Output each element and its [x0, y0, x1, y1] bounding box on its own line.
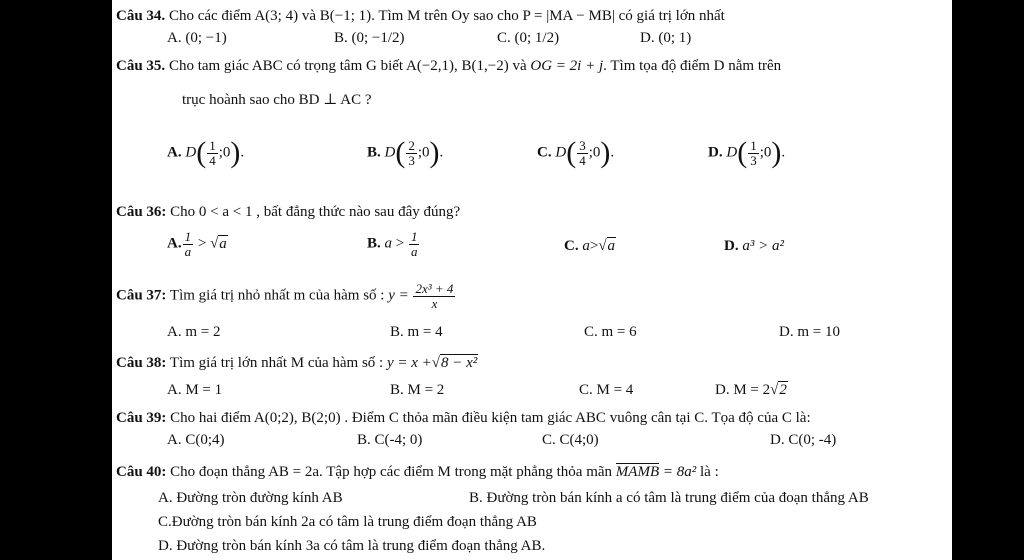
equation-rhs: = 8a² [662, 464, 697, 480]
fraction: $\frac{1}{a}$ [410, 229, 418, 259]
option-a: A. $\frac{1}{a}$ > √a [167, 229, 227, 259]
option-a: A. (0; −1) [167, 30, 227, 46]
question-text: Cho đoạn thẳng AB = 2a. Tập hợp các điểm M trong mặt phẳng thỏa mãn [170, 464, 613, 480]
radicand: a [607, 238, 616, 254]
fraction: $\frac{3}{4}$ [579, 137, 586, 168]
point-name: D [726, 144, 738, 161]
vector-mb: MB [637, 464, 660, 480]
fraction: $\frac{2}{3}$ [408, 137, 415, 168]
option-d: D. Đường tròn bán kính 3a có tâm là trung điểm đoạn thẳng AB. [158, 538, 546, 554]
option-b: B. (0; −1/2) [334, 30, 405, 46]
fraction: $\frac{\text{2x³ + 4}}{x}$ [415, 281, 454, 311]
question-text: Cho 0 < a < 1 , bất đẳng thức nào sau đây đúng? [170, 204, 461, 220]
option-c: C. C(4;0) [542, 432, 599, 448]
option-a: A. Đường tròn đường kính AB [158, 490, 343, 506]
coord-suffix: ;0 [218, 144, 231, 161]
question-text: Tìm giá trị nhỏ nhất m của hàm số : [169, 287, 385, 304]
fraction: $\frac{1}{3}$ [750, 137, 757, 168]
option-letter: C. [537, 144, 552, 161]
coord-suffix: ;0 [588, 144, 601, 161]
option-a: A. M = 1 [167, 382, 223, 398]
option-b [367, 230, 420, 258]
option-b: B. M = 2 [390, 382, 445, 398]
question-label: Câu 34. [116, 8, 166, 24]
vector-og: OG = 2i + j [530, 58, 604, 74]
option-letter: B. [367, 144, 381, 161]
operator: > [589, 238, 599, 254]
option-c: C. (0; 1/2) [497, 30, 560, 46]
option-a: A. C(0;4) [167, 432, 225, 448]
option-a: A. m = 2 [167, 324, 221, 340]
option-letter: D. [724, 238, 739, 254]
point-name: D [185, 144, 197, 161]
question-text-cont: . Tìm tọa độ điểm D nằm trên [603, 58, 782, 74]
option-d: D. C(0; -4) [770, 432, 837, 448]
fraction: $\frac{1}{a}$ [184, 229, 192, 259]
question-38: Câu 38: Tìm giá trị lớn nhất M của hàm số : y = x +√8 − x² [116, 355, 478, 371]
point-name: D [384, 144, 396, 161]
radicand: a [219, 235, 227, 252]
question-label: Câu 39: [116, 410, 167, 426]
question-text-end: là : [700, 464, 719, 480]
question-label: Câu 40: [116, 464, 167, 480]
question-37 [116, 282, 456, 310]
option-c: C. m = 6 [584, 324, 637, 340]
option-c: C. M = 4 [579, 382, 634, 398]
option-letter: C. [564, 238, 579, 254]
question-40 [116, 464, 719, 481]
option-letter: B. [367, 235, 381, 252]
option-letter: D. [708, 144, 723, 161]
question-35 [116, 58, 781, 75]
question-36 [116, 204, 460, 221]
variable: a [384, 235, 393, 252]
option-c: C. a>√a [564, 238, 616, 254]
operator: > [197, 235, 207, 252]
fraction: $\frac{1}{4}$ [209, 137, 216, 168]
question-label: Câu 37: [116, 287, 167, 304]
option-b: B. D( $\frac{2}{3}$ ;0). [367, 136, 444, 169]
variable: a [582, 238, 590, 254]
inequality: a³ > a² [742, 238, 784, 254]
option-b: B. Đường tròn bán kính a có tâm là trung điểm của đoạn thẳng AB [469, 490, 869, 506]
question-35-line2: trục hoành sao cho BD ⊥ AC ? [182, 92, 372, 108]
option-b: B. C(-4; 0) [357, 432, 423, 448]
vector-ma: MA [615, 464, 638, 480]
question-39 [116, 410, 811, 427]
option-d: D. D( $\frac{1}{3}$ ;0). [708, 136, 786, 169]
question-34 [116, 8, 725, 25]
question-label: Câu 36: [116, 204, 167, 220]
radicand: 8 − x² [441, 355, 478, 371]
question-label: Câu 35. [116, 58, 166, 74]
function-expr: y = x + [386, 355, 432, 371]
option-d: D. M = 2√2 [715, 382, 787, 398]
option-d [724, 238, 784, 255]
option-b: B. m = 4 [390, 324, 443, 340]
question-text: Cho tam giác ABC có trọng tâm G biết A(−2,1), B(1,−2) và [168, 58, 527, 74]
operator: > [395, 235, 405, 252]
document-page [112, 0, 952, 560]
point-name: D [555, 144, 567, 161]
coord-suffix: ;0 [417, 144, 430, 161]
function-lhs: y = [388, 287, 409, 304]
option-d: D. (0; 1) [640, 30, 692, 46]
option-letter: A. [167, 144, 182, 161]
coord-suffix: ;0 [759, 144, 772, 161]
question-text: Cho hai điểm A(0;2), B(2;0) . Điểm C thỏa mãn điều kiện tam giác ABC vuông cân tại C. Tọa độ của C là: [170, 410, 811, 426]
option-c: C. D( $\frac{3}{4}$ ;0). [537, 136, 615, 169]
question-text: Cho các điểm A(3; 4) và B(−1; 1). Tìm M trên Oy sao cho P = |MA − MB| có giá trị lớn nhất [168, 8, 725, 24]
option-d: D. m = 10 [779, 324, 840, 340]
question-label: Câu 38: [116, 355, 167, 371]
question-text: Tìm giá trị lớn nhất M của hàm số : [169, 355, 384, 371]
option-letter: A. [167, 235, 182, 252]
option-c: C.Đường tròn bán kính 2a có tâm là trung điểm đoạn thẳng AB [158, 514, 537, 530]
option-a: A. D( $\frac{1}{4}$ ;0). [167, 136, 245, 169]
